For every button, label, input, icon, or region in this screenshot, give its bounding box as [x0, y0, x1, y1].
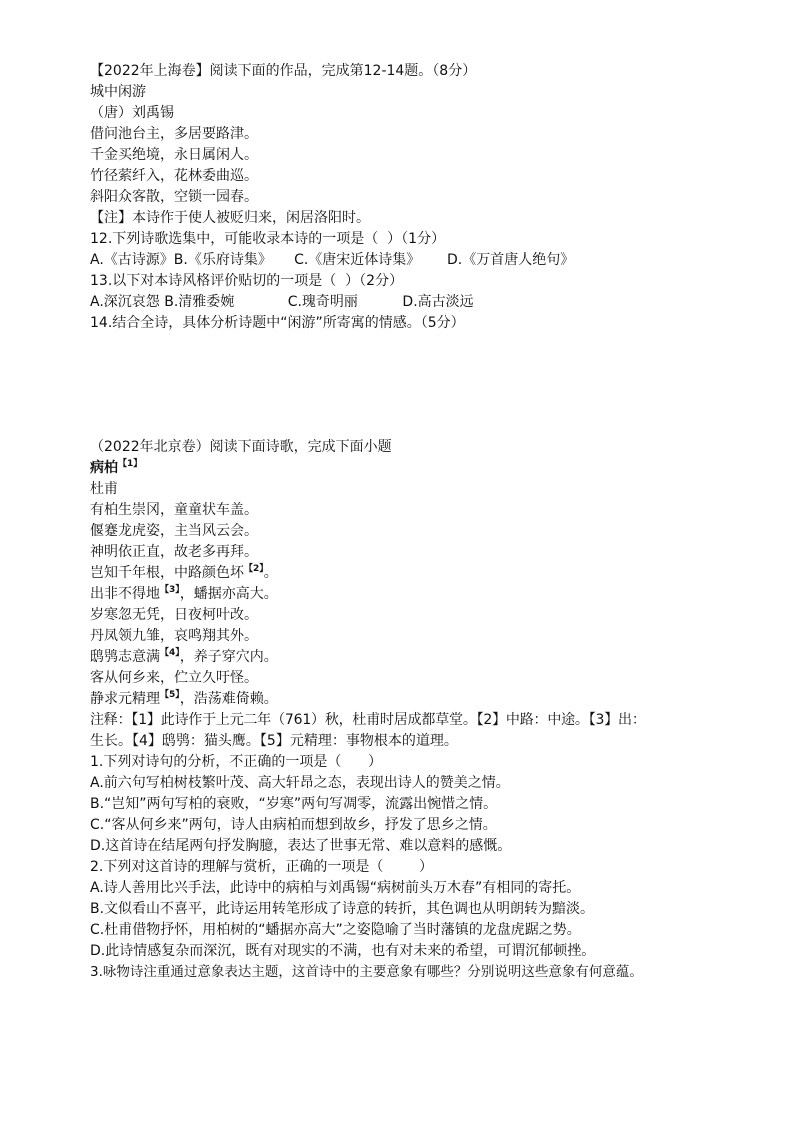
- poem1-line: 借问池台主，多居要路津。: [90, 126, 258, 142]
- footnote-marker: 【3】: [160, 585, 180, 595]
- question-2-option-d: D.此诗情感复杂而深沉，既有对现实的不满，也有对未来的希望，可谓沉郁顿挫。: [90, 943, 596, 959]
- question-2: 2.下列对这首诗的理解与赏析，正确的一项是（ ）: [90, 859, 433, 875]
- poem2-author: 杜甫: [90, 481, 118, 497]
- question-1-option-d: D.这首诗在结尾两句抒发胸臆，表达了世事无常、难以意料的感慨。: [90, 838, 512, 854]
- poem2-line: 静求元精理$^{【5】}$，浩荡难倚赖。: [90, 690, 278, 707]
- poem2-line: 有柏生崇冈，童童状车盖。: [90, 502, 258, 518]
- question-2-option-a: A.诗人善用比兴手法，此诗中的病柏与刘禹锡“病树前头万木春”有相同的寄托。: [90, 880, 581, 896]
- poem1-author: （唐）刘禹锡: [90, 105, 174, 121]
- poem2-line: 客从何乡来，伫立久吁怪。: [90, 670, 258, 686]
- question-1: 1.下列对诗句的分析，不正确的一项是（ ）: [90, 754, 383, 770]
- poem1-note: 【注】本诗作于使人被贬归来，闲居洛阳时。: [90, 210, 370, 226]
- poem2-line: 偃蹇龙虎姿，主当风云会。: [90, 523, 258, 539]
- question-13: 13.以下对本诗风格评价贴切的一项是（ ）（2分）: [90, 273, 404, 289]
- question-12: 12.下列诗歌选集中，可能收录本诗的一项是（ ）（1分）: [90, 231, 446, 247]
- footnote-marker: 【5】: [160, 690, 180, 700]
- section2-header: （2022年北京卷）阅读下面诗歌，完成下面小题: [90, 439, 392, 455]
- poem2-line: 岁寒忽无凭，日夜柯叶改。: [90, 607, 258, 623]
- footnote-marker: 【2】: [244, 564, 264, 574]
- section1-header: 【2022年上海卷】阅读下面的作品，完成第12-14题。（8分）: [90, 63, 477, 79]
- footnote-marker: 【4】: [160, 648, 180, 658]
- poem2-line: 出非不得地$^{【3】}$，蟠据亦高大。: [90, 585, 278, 602]
- poem2-notes-line1: 注释：【1】此诗作于上元二年（761）秋，杜甫时居成都草堂。【2】中路：中途。【3】出：: [90, 712, 646, 728]
- question-13-options: A.深沉哀怨 B.清雅委婉 C.瑰奇明丽 D.高古淡远: [90, 294, 474, 310]
- poem2-title-line: [90, 458, 142, 478]
- question-14: 14.结合全诗，具体分析诗题中“闲游”所寄寓的情感。（5分）: [90, 315, 465, 331]
- poem1-line: 千金买绝境，永日属闲人。: [90, 147, 258, 163]
- question-1-option-c: C.“客从何乡来”两句，诗人由病柏而想到故乡，抒发了思乡之情。: [90, 817, 497, 833]
- question-3: 3.咏物诗注重通过意象表达主题，这首诗中的主要意象有哪些？分别说明这些意象有何意蕴。: [90, 964, 643, 980]
- poem2-line: 神明依正直，故老多再拜。: [90, 544, 258, 560]
- poem1-line: 斜阳众客散，空锁一园春。: [90, 189, 258, 205]
- poem2-title: 病柏: [90, 460, 118, 476]
- footnote-marker: 【1】: [118, 459, 143, 469]
- poem2-line: 丹凤领九雏，哀鸣翔其外。: [90, 628, 258, 644]
- question-2-option-b: B.文似看山不喜平，此诗运用转笔形成了诗意的转折，其色调也从明朗转为黯淡。: [90, 901, 595, 917]
- poem1-line: 竹径萦纤入，花林委曲巡。: [90, 168, 258, 184]
- question-1-option-b: B.“岂知”两句写柏的衰败，“岁寒”两句写凋零，流露出惋惜之情。: [90, 796, 498, 812]
- poem2-line: 鸱鸮志意满$^{【4】}$，养子穿穴内。: [90, 648, 278, 665]
- poem1-title: 城中闲游: [90, 84, 146, 100]
- question-12-options: A.《古诗源》B.《乐府诗集》 C.《唐宋近体诗集》 D.《万首唐人绝句》: [90, 252, 575, 268]
- poem2-line: 岂知千年根，中路颜色坏$^{【2】}$。: [90, 564, 278, 581]
- poem2-notes-line2: 生长。【4】鸱鸮：猫头鹰。【5】元精理：事物根本的道理。: [90, 733, 458, 749]
- question-1-option-a: A.前六句写柏树枝繁叶茂、高大轩昂之态，表现出诗人的赞美之情。: [90, 775, 510, 791]
- question-2-option-c: C.杜甫借物抒怀，用柏树的“蟠据亦高大”之姿隐喻了当时藩镇的龙盘虎踞之势。: [90, 922, 581, 938]
